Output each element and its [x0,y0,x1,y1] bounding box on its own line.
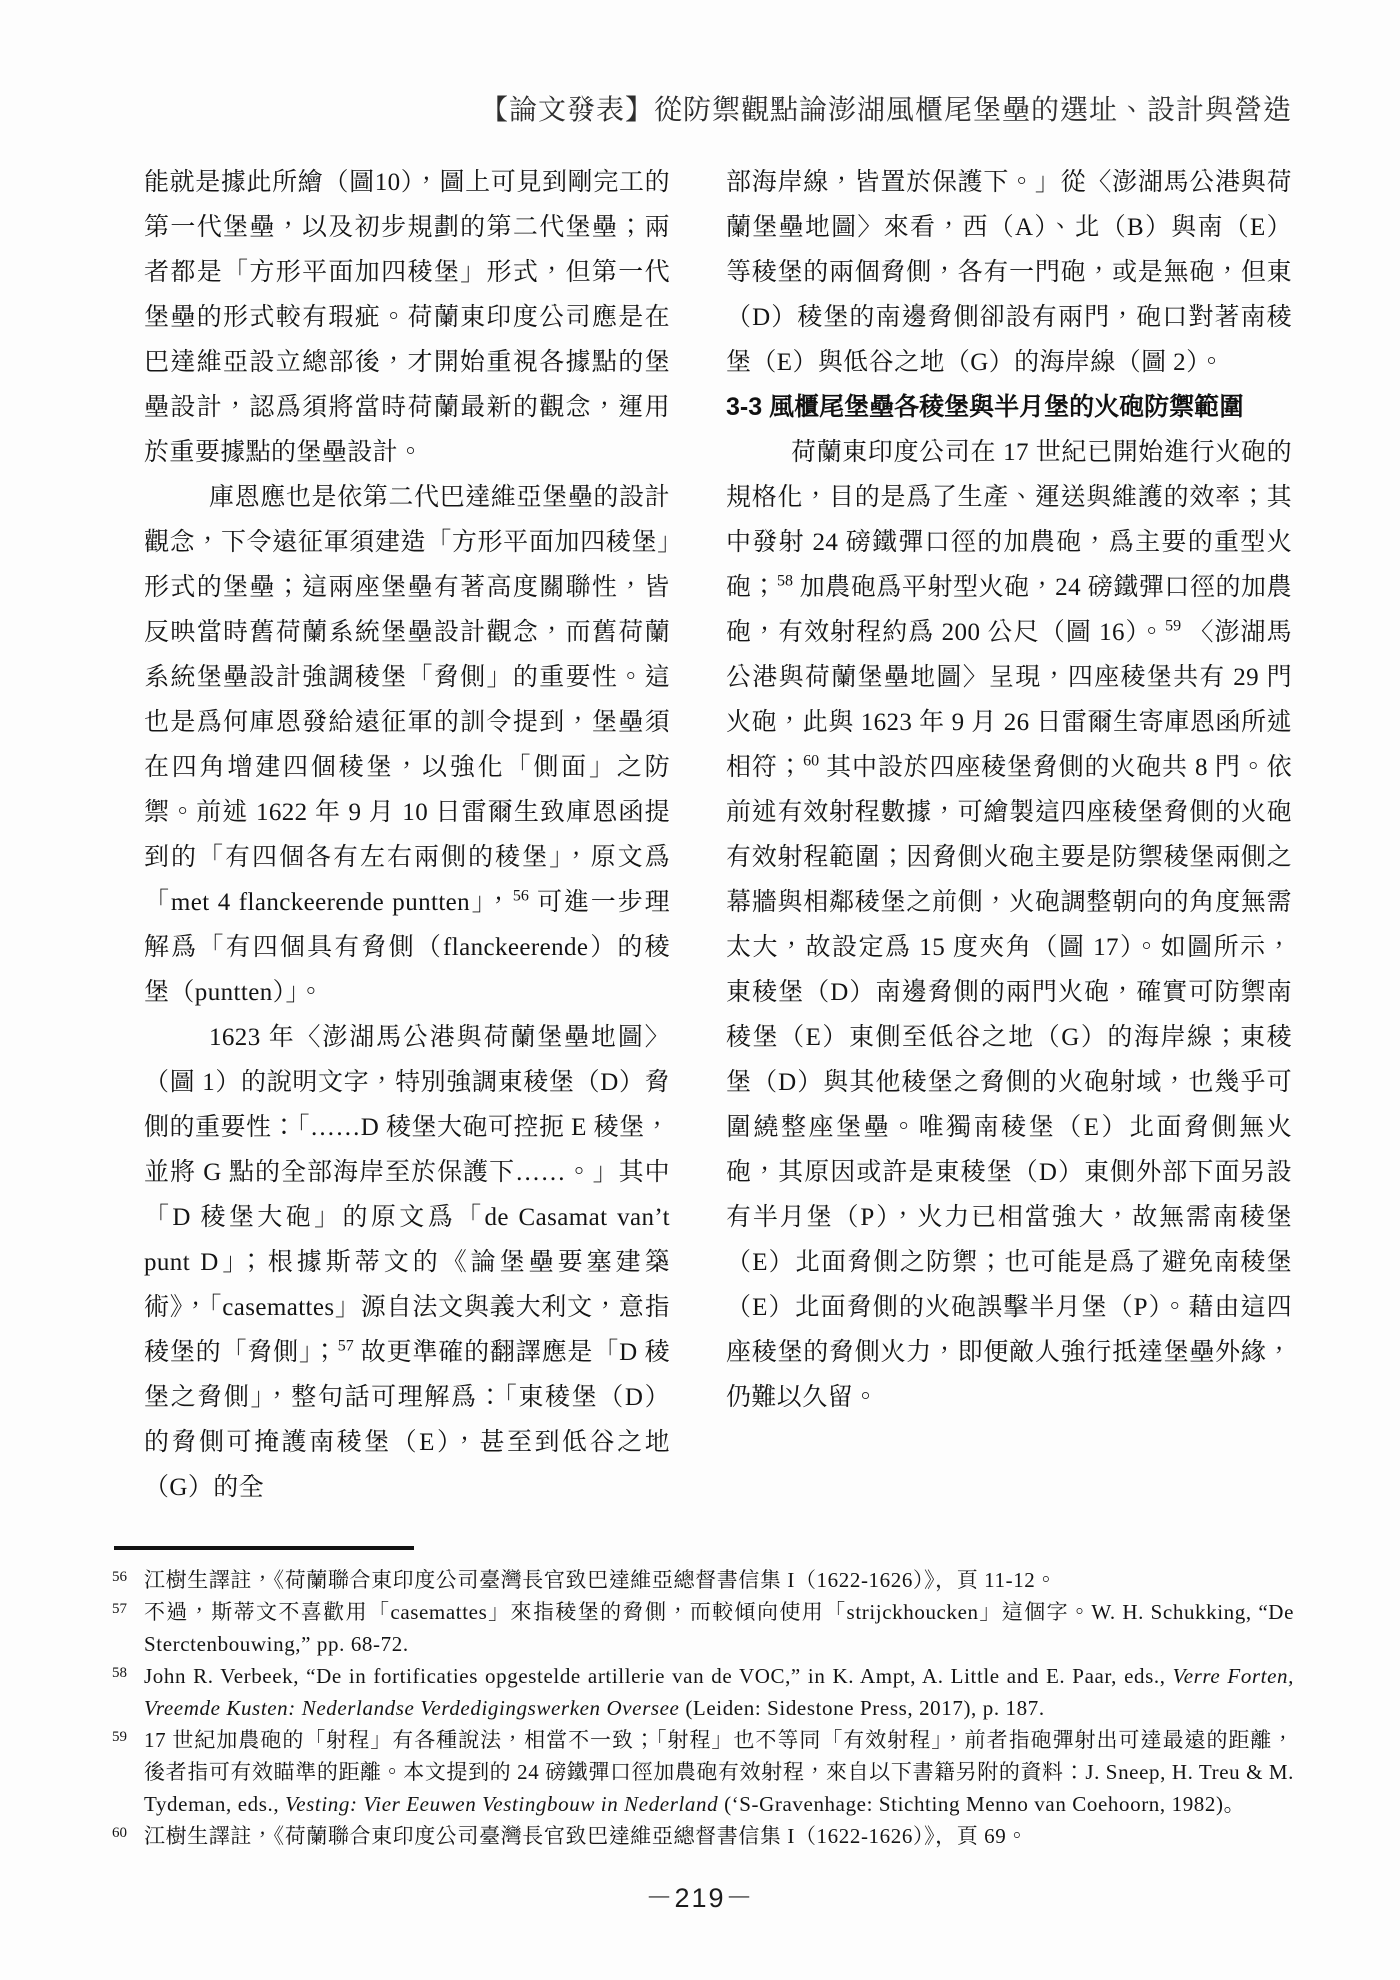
footnote-text: 江樹生譯註，《荷蘭聯合東印度公司臺灣長官致巴達維亞總督書信集 I（1622-1626）》，頁 11-12。 [144,1568,1057,1592]
footnote [112,1660,1294,1724]
footnote-number: 59 [112,1729,127,1745]
right-column [726,160,1292,1510]
paragraph: 荷蘭東印度公司在 17 世紀已開始進行火砲的規格化，目的是爲了生產、運送與維護的效率；其中發射 24 磅鐵彈口徑的加農砲，爲主要的重型火砲；$^{58}$ 加農砲爲平射型火砲，24 磅鐵彈口徑的加農砲，有效射程約爲 200 公尺（圖 16）。$^{59}$ 〈澎湖馬公港與荷蘭堡壘地圖〉呈現，四座稜堡共有 29 門火砲，此與 1623 年 9 月 26 日雷爾生寄庫恩函所述相符；$^{60}$ 其中設於四座稜堡脅側的火砲共 8 門。依前述有效射程數據，可繪製這四座稜堡脅側的火砲有效射程範圍；因脅側火砲主要是防禦稜堡兩側之幕牆與相鄰稜堡之前側，火砲調整朝向的角度無需太大，故設定爲 15 度夾角（圖 17）。如圖所示，東稜堡（D）南邊脅側的兩門火砲，確實可防禦南稜堡（E）東側至低谷之地（G）的海岸線；東稜堡（D）與其他稜堡之脅側的火砲射域，也幾乎可圍繞整座堡壘。唯獨南稜堡（E）北面脅側無火砲，其原因或許是東稜堡（D）東側外部下面另設有半月堡（P），火力已相當強大，故無需南稜堡（E）北面脅側之防禦；也可能是爲了避免南稜堡（E）北面脅側的火砲誤擊半月堡（P）。藉由這四座稜堡的脅側火力，即便敵人強行抵達堡壘外緣，仍難以久留。 [726,439,1292,1411]
footnote-text: 江樹生譯註，《荷蘭聯合東印度公司臺灣長官致巴達維亞總督書信集 I（1622-1626）》，頁 69。 [144,1824,1028,1848]
footnote [112,1596,1294,1660]
paragraph: 庫恩應也是依第二代巴達維亞堡壘的設計觀念，下令遠征軍須建造「方形平面加四稜堡」形式的堡壘；這兩座堡壘有著高度關聯性，皆反映當時舊荷蘭系統堡壘設計觀念，而舊荷蘭系統堡壘設計強調稜堡「脅側」的重要性。這也是爲何庫恩發給遠征軍的訓令提到，堡壘須在四角增建四個稜堡，以強化「側面」之防禦。前述 1622 年 9 月 10 日雷爾生致庫恩函提到的「有四個各有左右兩側的稜堡」，原文爲「met 4 flanckeerende puntten」，$^{56}$ 可進一步理解爲「有四個具有脅側（flanckeerende）的稜堡（puntten）」。 [144,484,670,1006]
footnote-text: John R. Verbeek, “De in fortificaties opgestelde artillerie van de VOC,” in K. Ampt, A. Little and E. Paar, eds., Verre Forten, Vreemde Kusten: Nederlandse Verdedigingswerken Oversee (Leiden: Sidestone Press, 2017), p. 187. [144,1664,1294,1720]
footnote-number: 56 [112,1569,127,1585]
footnote-number: 58 [112,1665,127,1681]
footnote-separator-rule [114,1546,414,1550]
footnote [112,1564,1294,1596]
page-number: －219－ [645,1883,755,1913]
running-header: 【論文發表】從防禦觀點論澎湖風櫃尾堡壘的選址、設計與營造 [479,94,1292,125]
footnote-number: 60 [112,1825,127,1841]
footnotes-section [112,1546,1294,1852]
paragraph-continuation: 部海岸線，皆置於保護下。」從〈澎湖馬公港與荷蘭堡壘地圖〉來看，西（A）、北（B）與南（E）等稜堡的兩個脅側，各有一門砲，或是無砲，但東（D）稜堡的南邊脅側卻設有兩門，砲口對著南稜堡（E）與低谷之地（G）的海岸線（圖 2）。 [726,169,1292,376]
footnote [112,1820,1294,1852]
article-body [144,160,1292,1510]
footnote-number: 57 [112,1601,127,1617]
left-column [144,160,670,1510]
footnote-text: 不過，斯蒂文不喜歡用「casemattes」來指稜堡的脅側，而較傾向使用「strijckhoucken」這個字。W. H. Schukking, “De Sterctenbouwing,” pp. 68-72. [144,1600,1294,1656]
paragraph-continuation: 能就是據此所繪（圖10），圖上可見到剛完工的第一代堡壘，以及初步規劃的第二代堡壘；兩者都是「方形平面加四稜堡」形式，但第一代堡壘的形式較有瑕疵。荷蘭東印度公司應是在巴達維亞設立總部後，才開始重視各據點的堡壘設計，認爲須將當時荷蘭最新的觀念，運用於重要據點的堡壘設計。 [144,169,670,466]
paragraph: 1623 年〈澎湖馬公港與荷蘭堡壘地圖〉（圖 1）的說明文字，特別強調東稜堡（D）脅側的重要性：「……D 稜堡大砲可控扼 E 稜堡，並將 G 點的全部海岸至於保護下……。」其中「D 稜堡大砲」的原文爲「de Casamat van’t punt D」；根據斯蒂文的《論堡壘要塞建築術》，「casemattes」源自法文與義大利文，意指稜堡的「脅側」；$^{57}$ 故更準確的翻譯應是「D 稜堡之脅側」，整句話可理解爲：「東稜堡（D）的脅側可掩護南稜堡（E），甚至到低谷之地（G）的全 [144,1024,670,1501]
section-heading: 3-3 風櫃尾堡壘各稜堡與半月堡的火砲防禦範圍 [726,393,1245,421]
footnote [112,1724,1294,1820]
footnote-text: 17 世紀加農砲的「射程」有各種說法，相當不一致；「射程」也不等同「有效射程」，前者指砲彈射出可達最遠的距離，後者指可有效瞄準的距離。本文提到的 24 磅鐵彈口徑加農砲有效射程，來自以下書籍另附的資料：J. Sneep, H. Treu & M. Tydeman, eds., Vesting: Vier Eeuwen Vestingbouw in Nederland (‘S-Gravenhage: Stichting Menno van Coehoorn, 1982)。 [144,1728,1294,1816]
